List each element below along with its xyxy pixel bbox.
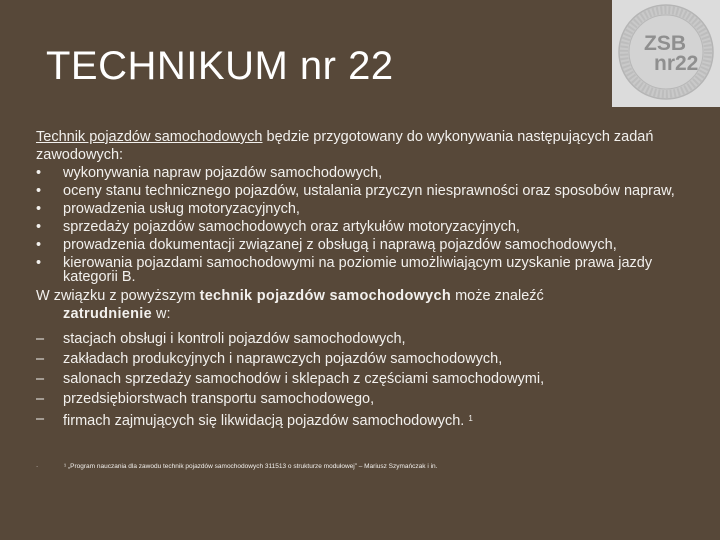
- bullet-marker: •: [36, 219, 42, 235]
- list-item: • prowadzenia dokumentacji związanej z obsługą i naprawą pojazdów samochodowych,: [36, 237, 617, 253]
- dash-marker: –: [36, 371, 45, 387]
- dash-marker: –: [36, 391, 45, 407]
- bullet-marker: •: [36, 237, 42, 253]
- list-item: – zakładach produkcyjnych i naprawczych pojazdów samochodowych,: [36, 351, 503, 367]
- logo-text-bottom: nr22: [654, 52, 699, 75]
- logo-text-top: ZSB: [644, 32, 686, 55]
- list-item: • sprzedaży pojazdów samochodowych oraz artykułów motoryzacyjnych,: [36, 219, 520, 235]
- list-item: • oceny stanu technicznego pojazdów, ustalania przyczyn niesprawności oraz sposobów napraw,: [36, 183, 675, 199]
- bullet-marker: •: [36, 255, 42, 271]
- footnote-marker: ·: [36, 463, 39, 470]
- dash-marker: –: [36, 331, 45, 347]
- duties-list: [36, 164, 686, 286]
- list-item: – przedsiębiorstwach transportu samochodowego,: [36, 391, 375, 407]
- list-item: • prowadzenia usług motoryzacyjnych,: [36, 201, 300, 217]
- main-content: [36, 128, 686, 431]
- list-item: • wykonywania napraw pojazdów samochodowych,: [36, 165, 383, 181]
- footnote-text: ¹ „Program nauczania dla zawodu technik pojazdów samochodowych 311513 o strukturze modułowej” – Mariusz Szymańczak i in.: [64, 463, 438, 470]
- bullet-marker: •: [36, 183, 42, 199]
- school-logo: [612, 0, 720, 107]
- footnote-ref: 1: [468, 414, 473, 423]
- places-list: [36, 329, 686, 431]
- bullet-marker: •: [36, 165, 42, 181]
- profession-name: Technik pojazdów samochodowych: [36, 129, 263, 145]
- dash-marker: –: [36, 411, 45, 427]
- employment-heading: W związku z powyższym technik pojazdów samochodowych może znaleźć zatrudnienie w:: [36, 288, 544, 322]
- intro-text: będzie przygotowany do wykonywania następujących zadań zawodowych:: [36, 129, 654, 163]
- logo-emblem: [612, 0, 720, 107]
- dash-marker: –: [36, 351, 45, 367]
- list-item: – firmach zajmujących się likwidacją pojazdów samochodowych. $^1$: [36, 411, 473, 429]
- intro-paragraph: [36, 128, 686, 164]
- list-item: – stacjach obsługi i kontroli pojazdów samochodowych,: [36, 331, 406, 347]
- footnote: [36, 463, 437, 470]
- list-item: – salonach sprzedaży samochodów i sklepach z częściami samochodowymi,: [36, 371, 545, 387]
- list-item: • kierowania pojazdami samochodowymi na poziomie umożliwiającym uzyskanie prawa jazdy kategorii B.: [36, 255, 653, 285]
- page-title: TECHNIKUM nr 22: [46, 44, 394, 88]
- bullet-marker: •: [36, 201, 42, 217]
